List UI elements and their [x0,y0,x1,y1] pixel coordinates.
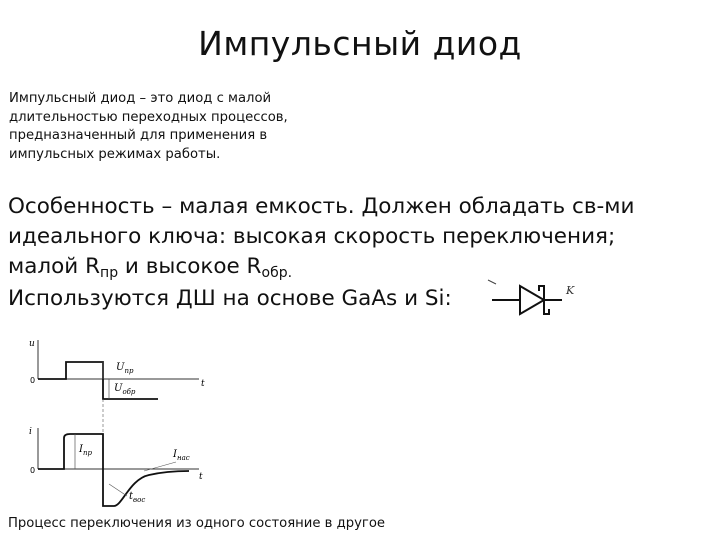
uobr-symbol: U [114,383,123,394]
switching-waveforms [24,334,224,510]
voltage-trace [38,362,158,399]
schottky-diode-symbol [486,276,586,324]
diode-triangle [520,286,544,314]
inas-symbol: I [173,449,177,460]
tvos-subscript: вос [133,496,146,504]
resistance-middle: и высокое R [118,254,262,279]
zero-label-bottom: 0 [30,466,36,475]
zero-label-top: 0 [30,376,36,385]
resistance-prefix: малой R [8,254,101,279]
u-axis-label: u [29,339,35,349]
inas-subscript: нас [176,454,190,462]
ipr-symbol: I [79,444,83,455]
tvos-symbol: t [129,491,134,502]
figure-caption: Процесс переключения из одного состояние в другое [8,516,386,531]
i-axis-label: i [29,427,32,437]
upr-symbol: U [116,362,125,373]
resistance-sub-obr: обр. [261,265,293,281]
anode-mark [488,280,496,284]
t-axis-label-bottom: t [199,472,203,482]
uobr-label [114,383,136,396]
current-waveform [29,427,203,506]
inas-leader [144,462,176,471]
resistance-line [8,252,708,284]
uobr-subscript: обр [122,388,136,396]
ipr-label [78,444,92,457]
slide-title: Импульсный диод [198,24,522,63]
tvos-leader [109,484,127,496]
definition-text: Импульсный диод – это диод с малой длительностью переходных процессов, предназначенный для применения в импульсных режимах работы. [9,91,288,162]
upr-subscript: пр [124,367,134,375]
voltage-waveform [29,339,205,399]
feature-line: Особенность – малая емкость. Должен обладать св-ми идеального ключа: высокая скорость переключения; [8,194,635,249]
main-text-block [8,192,708,314]
tvos-label [129,491,145,504]
resistance-sub-pr: пр [100,265,119,281]
usage-line: Используются ДШ на основе GaAs и Si: [8,286,452,311]
inas-label [172,449,190,462]
current-trace [38,434,189,506]
t-axis-label-top: t [201,379,205,389]
ipr-subscript: пр [82,449,92,457]
upr-label [116,362,134,375]
cathode-label: K [566,284,575,297]
